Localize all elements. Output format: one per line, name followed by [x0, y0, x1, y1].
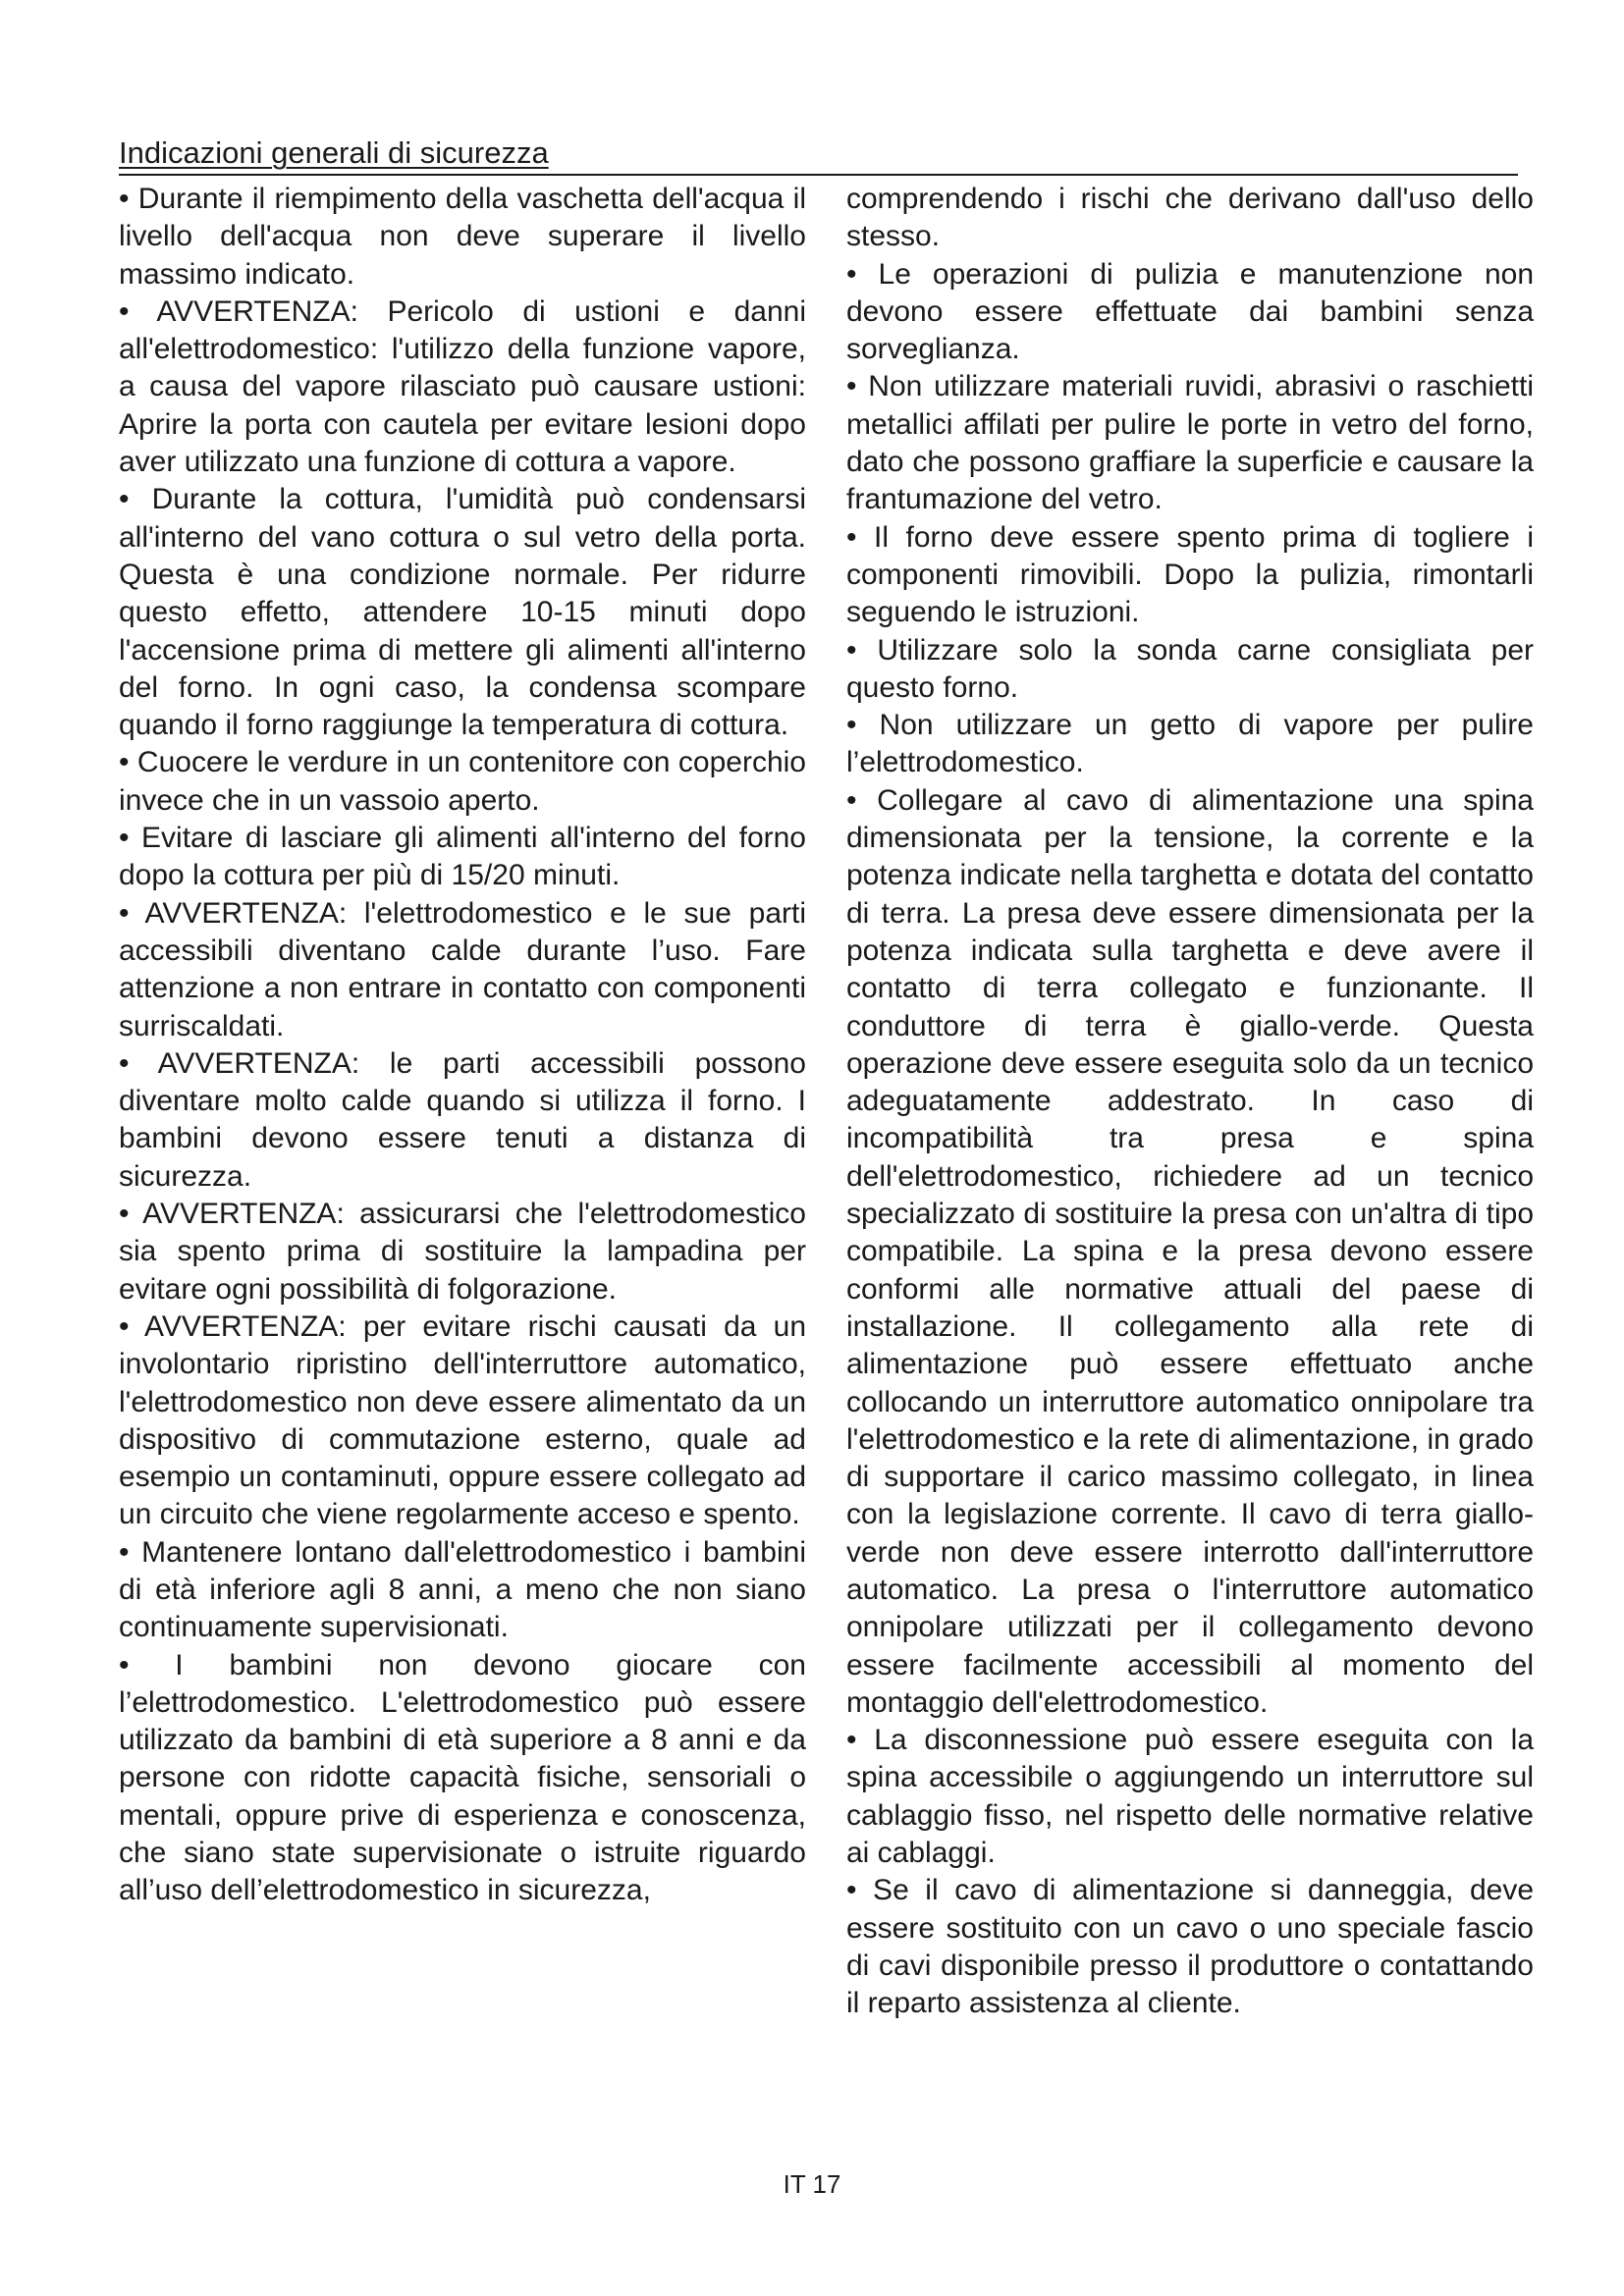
- paragraph-abrasive-materials: • Non utilizzare materiali ruvidi, abrasivi o raschietti metallici affilati per pulire le porte in vetro del forno, dato che possono graffiare la superficie e causare la frantumazione del vetro.: [846, 370, 1534, 516]
- paragraph-children-distance-warning: • AVVERTENZA: le parti accessibili possono diventare molto calde quando si utilizza il forno. I bambini devono essere tenuti a distanza di sicurezza.: [119, 1046, 806, 1193]
- section-header: [119, 133, 1518, 176]
- paragraph-plug-connection: • Collegare al cavo di alimentazione una spina dimensionata per la tensione, la corrente e la potenza indicate nella targhetta e dotata del contatto di terra. La presa deve essere dimensionata per la potenza indicata sulla targhetta e deve avere il contatto di terra collegato e funzionante. Il conduttore di terra è giallo-verde. Questa operazione deve essere eseguita solo da un tecnico adeguatamente addestrato. In caso di incompatibilità tra presa e spina dell'elettrodomestico, richiedere ad un tecnico specializzato di sostituire la presa con un'altra di tipo compatibile. La spina e la presa devono essere conformi alle normative attuali del paese di installazione. Il collegamento alla rete di alimentazione può essere effettuato anche collocando un interruttore automatico onnipolare tra l'elettrodomestico e la rete di alimentazione, in grado di supportare il carico massimo collegato, in linea con la legislazione corrente. Il cavo di terra giallo-verde non deve essere interrotto dall'interruttore automatico. La presa o l'interruttore automatico onnipolare utilizzati per il collegamento devono essere facilmente accessibili al momento del montaggio dell'elettrodomestico.: [846, 783, 1534, 1719]
- paragraph-damaged-cable: • Se il cavo di alimentazione si danneggia, deve essere sostituito con un cavo o uno speciale fascio di cavi disponibile presso il produttore o contattando il reparto assistenza al cliente.: [846, 1874, 1534, 2020]
- paragraph-steam-cleaner: • Non utilizzare un getto di vapore per pulire l’elettrodomestico.: [846, 709, 1534, 779]
- paragraph-hot-parts-warning: • AVVERTENZA: l'elettrodomestico e le sue parti accessibili diventano calde durante l’uso. Fare attenzione a non entrare in contatto con componenti surriscaldati.: [119, 896, 806, 1042]
- paragraph-meat-probe: • Utilizzare solo la sonda carne consigliata per questo forno.: [846, 633, 1534, 704]
- paragraph-leftover-food: • Evitare di lasciare gli alimenti all'interno del forno dopo la cottura per più di 15/20 minuti.: [119, 822, 806, 892]
- right-column: [846, 181, 1534, 2023]
- paragraph-cook-vegetables: • Cuocere le verdure in un contenitore con coperchio invece che in un vassoio aperto.: [119, 746, 806, 817]
- paragraph-switch-off-before-removal: • Il forno deve essere spento prima di togliere i componenti rimovibili. Dopo la pulizia, rimontarli seguendo le istruzioni.: [846, 520, 1534, 629]
- paragraph-children-play: • I bambini non devono giocare con l’elettrodomestico. L'elettrodomestico può essere utilizzato da bambini di età superiore a 8 anni e da persone con ridotte capacità fisiche, sensoriali o mentali, oppure prive di esperienza e conoscenza, che siano state supervisionate o istruite riguardo all’uso dell’elettrodomestico in sicurezza,: [119, 1648, 806, 1907]
- paragraph-water-tank: • Durante il riempimento della vaschetta dell'acqua il livello dell'acqua non deve superare il livello massimo indicato.: [119, 183, 806, 291]
- left-column: [119, 181, 806, 1910]
- paragraph-lamp-replacement-warning: • AVVERTENZA: assicurarsi che l'elettrodomestico sia spento prima di sostituire la lampadina per evitare ogni possibilità di folgorazione.: [119, 1198, 806, 1306]
- paragraph-children-under-8: • Mantenere lontano dall'elettrodomestico i bambini di età inferiore agli 8 anni, a meno che non siano continuamente supervisionati.: [119, 1535, 806, 1644]
- paragraph-thermal-cutout-warning: • AVVERTENZA: per evitare rischi causati da un involontario ripristino dell'interruttore automatico, l'elettrodomestico non deve essere alimentato da un dispositivo di commutazione esterno, quale ad esempio un contaminuti, oppure essere collegato ad un circuito che viene regolarmente acceso e spento.: [119, 1309, 806, 1531]
- paragraph-risks-continued: comprendendo i rischi che derivano dall'uso dello stesso.: [846, 183, 1534, 253]
- paragraph-condensation: • Durante la cottura, l'umidità può condensarsi all'interno del vano cottura o sul vetro della porta. Questa è una condizione normale. Per ridurre questo effetto, attendere 10-15 minuti dopo l'accensione prima di mettere gli alimenti all'interno del forno. In ogni caso, la condensa scompare quando il forno raggiunge la temperatura di cottura.: [119, 483, 806, 742]
- paragraph-steam-burn-warning: • AVVERTENZA: Pericolo di ustioni e danni all'elettrodomestico: l'utilizzo della funzione vapore, a causa del vapore rilasciato può causare ustioni: Aprire la porta con cautela per evitare lesioni dopo aver utilizzato una funzione di cottura a vapore.: [119, 294, 806, 479]
- paragraph-disconnection: • La disconnessione può essere eseguita con la spina accessibile o aggiungendo un interruttore sul cablaggio fisso, nel rispetto delle normative relative ai cablaggi.: [846, 1724, 1534, 1870]
- section-title: Indicazioni generali di sicurezza: [119, 135, 549, 170]
- page-number: IT 17: [783, 2169, 841, 2199]
- paragraph-cleaning-children: • Le operazioni di pulizia e manutenzione non devono essere effettuate dai bambini senza sorveglianza.: [846, 257, 1534, 366]
